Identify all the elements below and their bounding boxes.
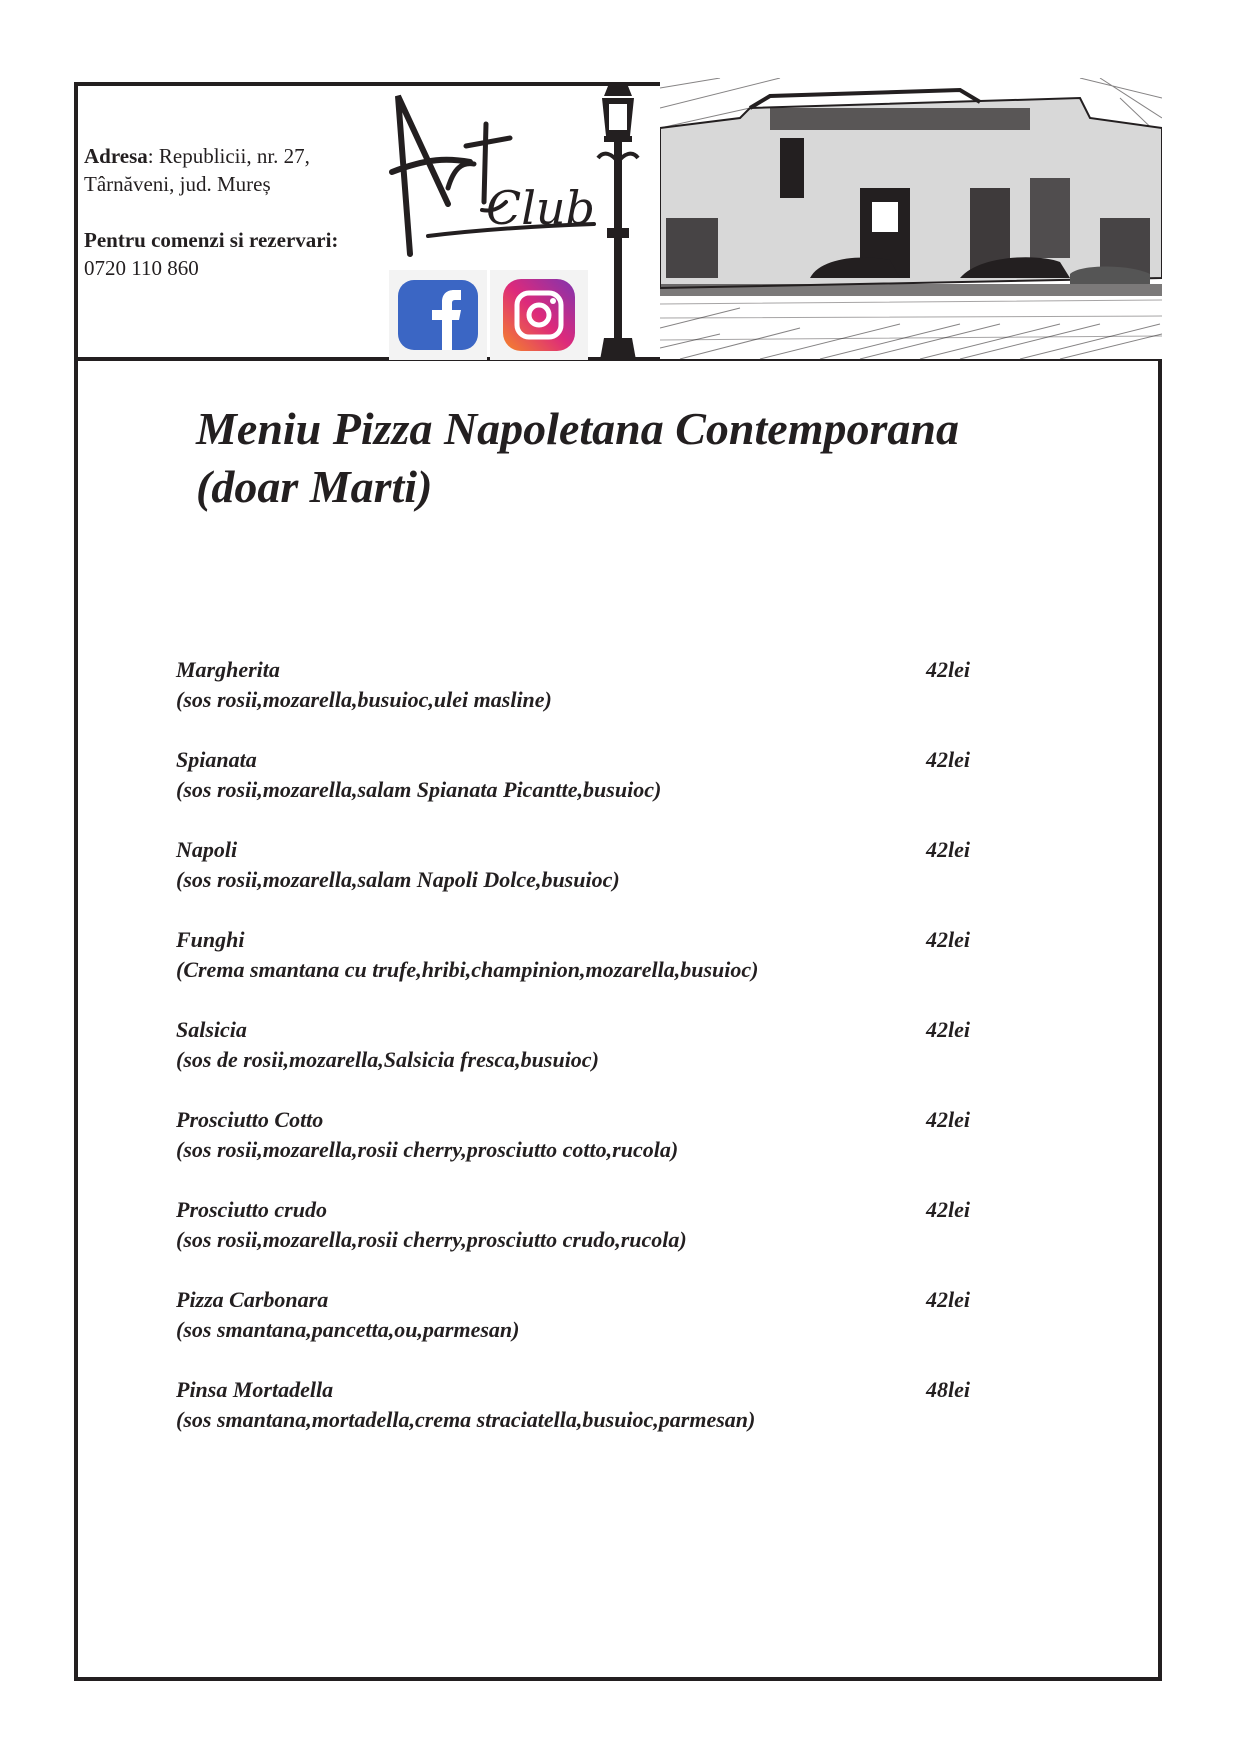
item-price: 42lei [926, 1287, 970, 1312]
menu-item [176, 835, 976, 925]
facebook-link[interactable] [389, 270, 487, 360]
contact-info [84, 142, 384, 310]
menu-item [176, 1015, 976, 1105]
facebook-icon [398, 280, 478, 350]
item-name: Spianata [176, 747, 257, 772]
address-line2: Târnăveni, jud. Mureș [84, 172, 271, 196]
item-name: Margherita [176, 657, 280, 682]
item-price: 42lei [926, 837, 970, 862]
menu-item [176, 655, 976, 745]
restaurant-building-sketch [660, 78, 1162, 359]
item-description: (sos smantana,mortadella,crema straciatella,busuioc,parmesan) [176, 1407, 756, 1432]
item-name: Prosciutto crudo [176, 1197, 327, 1222]
svg-text:Club: Club [486, 181, 595, 235]
title-line1: Meniu Pizza Napoletana Contemporana [196, 403, 959, 454]
item-description: (sos de rosii,mozarella,Salsicia fresca,busuioc) [176, 1047, 599, 1072]
orders-label: Pentru comenzi si rezervari: [84, 228, 339, 252]
item-description: (sos rosii,mozarella,rosii cherry,prosciutto crudo,rucola) [176, 1227, 687, 1252]
street-lamp-icon [590, 78, 646, 360]
item-name: Prosciutto Cotto [176, 1107, 324, 1132]
item-price: 42lei [926, 927, 970, 952]
menu-item [176, 925, 976, 1015]
item-price: 42lei [926, 657, 970, 682]
address [84, 142, 384, 198]
pizza-menu-list [176, 655, 976, 1465]
phone-number[interactable]: 0720 110 860 [84, 256, 199, 280]
item-name: Napoli [176, 837, 238, 862]
orders [84, 226, 384, 282]
item-description: (sos rosii,mozarella,busuioc,ulei masline) [176, 687, 552, 712]
item-price: 42lei [926, 747, 970, 772]
address-line1: : Republicii, nr. 27, [147, 144, 310, 168]
menu-item [176, 1195, 976, 1285]
item-price: 42lei [926, 1197, 970, 1222]
art-club-logo [388, 84, 598, 269]
menu-item [176, 745, 976, 835]
item-price: 48lei [926, 1377, 970, 1402]
title-line2: (doar Marti) [196, 461, 433, 512]
menu-item [176, 1285, 976, 1375]
item-name: Salsicia [176, 1017, 247, 1042]
menu-item [176, 1105, 976, 1195]
item-description: (Crema smantana cu trufe,hribi,champinion,mozarella,busuioc) [176, 957, 759, 982]
item-name: Funghi [176, 927, 245, 952]
menu-item [176, 1375, 976, 1465]
item-description: (sos rosii,mozarella,salam Napoli Dolce,busuioc) [176, 867, 620, 892]
item-description: (sos rosii,mozarella,salam Spianata Picantte,busuioc) [176, 777, 662, 802]
item-name: Pizza Carbonara [176, 1287, 329, 1312]
address-label: Adresa [84, 144, 148, 168]
instagram-link[interactable] [490, 270, 588, 360]
instagram-icon [503, 279, 575, 351]
item-price: 42lei [926, 1107, 970, 1132]
item-name: Pinsa Mortadella [176, 1377, 334, 1402]
item-description: (sos smantana,pancetta,ou,parmesan) [176, 1317, 520, 1342]
item-price: 42lei [926, 1017, 970, 1042]
menu-title [196, 400, 959, 516]
item-description: (sos rosii,mozarella,rosii cherry,prosciutto cotto,rucola) [176, 1137, 679, 1162]
